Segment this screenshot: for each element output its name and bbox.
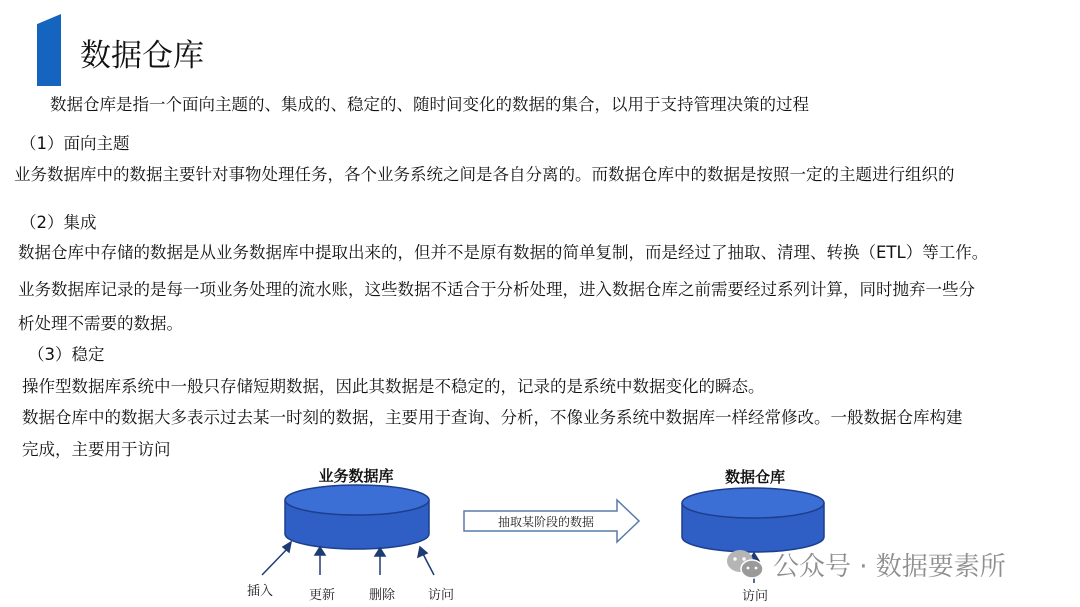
section-heading-3: （3）稳定 — [28, 345, 105, 364]
section-3-line-2: 数据仓库中的数据大多表示过去某一时刻的数据，主要用于查询、分析，不像业务系统中数据库一样经常修改。一般数据仓库构建 — [22, 408, 963, 427]
section-3-line-1: 操作型数据库系统中一般只存储短期数据，因此其数据是不稳定的，记录的是系统中数据变化的瞬态。 — [22, 377, 765, 396]
warehouse-label: 数据仓库 — [724, 468, 786, 486]
op-access-label: 访问 — [427, 588, 455, 603]
warehouse-access-label: 访问 — [741, 589, 769, 604]
page-title: 数据仓库 — [80, 38, 204, 74]
extract-arrow-label: 抽取某阶段的数据 — [497, 515, 595, 529]
section-2-line-3: 析处理不需要的数据。 — [18, 314, 183, 333]
warehouse-cylinder — [682, 488, 824, 552]
section-3-line-3: 完成，主要用于访问 — [22, 440, 171, 459]
section-2-line-1: 数据仓库中存储的数据是从业务数据库中提取出来的，但并不是原有数据的简单复制，而是经过了抽取、清理、转换（ETL）等工作。 — [18, 243, 989, 262]
business-db-label: 业务数据库 — [318, 467, 394, 485]
section-1-line-1: 业务数据库中的数据主要针对事物处理任务，各个业务系统之间是各自分离的。而数据仓库中的数据是按照一定的主题进行组织的 — [14, 165, 955, 184]
op-update-label: 更新 — [308, 588, 336, 603]
section-heading-2: （2）集成 — [20, 213, 97, 232]
op-insert-label: 插入 — [246, 584, 274, 599]
op-delete-label: 删除 — [368, 588, 396, 603]
wechat-icon — [725, 548, 765, 582]
watermark-text: 公众号 · 数据要素所 — [773, 552, 1006, 582]
section-heading-1: （1）面向主题 — [20, 134, 130, 153]
definition-text: 数据仓库是指一个面向主题的、集成的、稳定的、随时间变化的数据的集合，以用于支持管理决策的过程 — [50, 95, 809, 114]
section-2-line-2: 业务数据库记录的是每一项业务处理的流水账，这些数据不适合于分析处理，进入数据仓库之前需要经过系列计算，同时抛弃一些分 — [18, 280, 975, 299]
business-db-cylinder — [285, 485, 429, 549]
watermark — [725, 546, 1006, 583]
